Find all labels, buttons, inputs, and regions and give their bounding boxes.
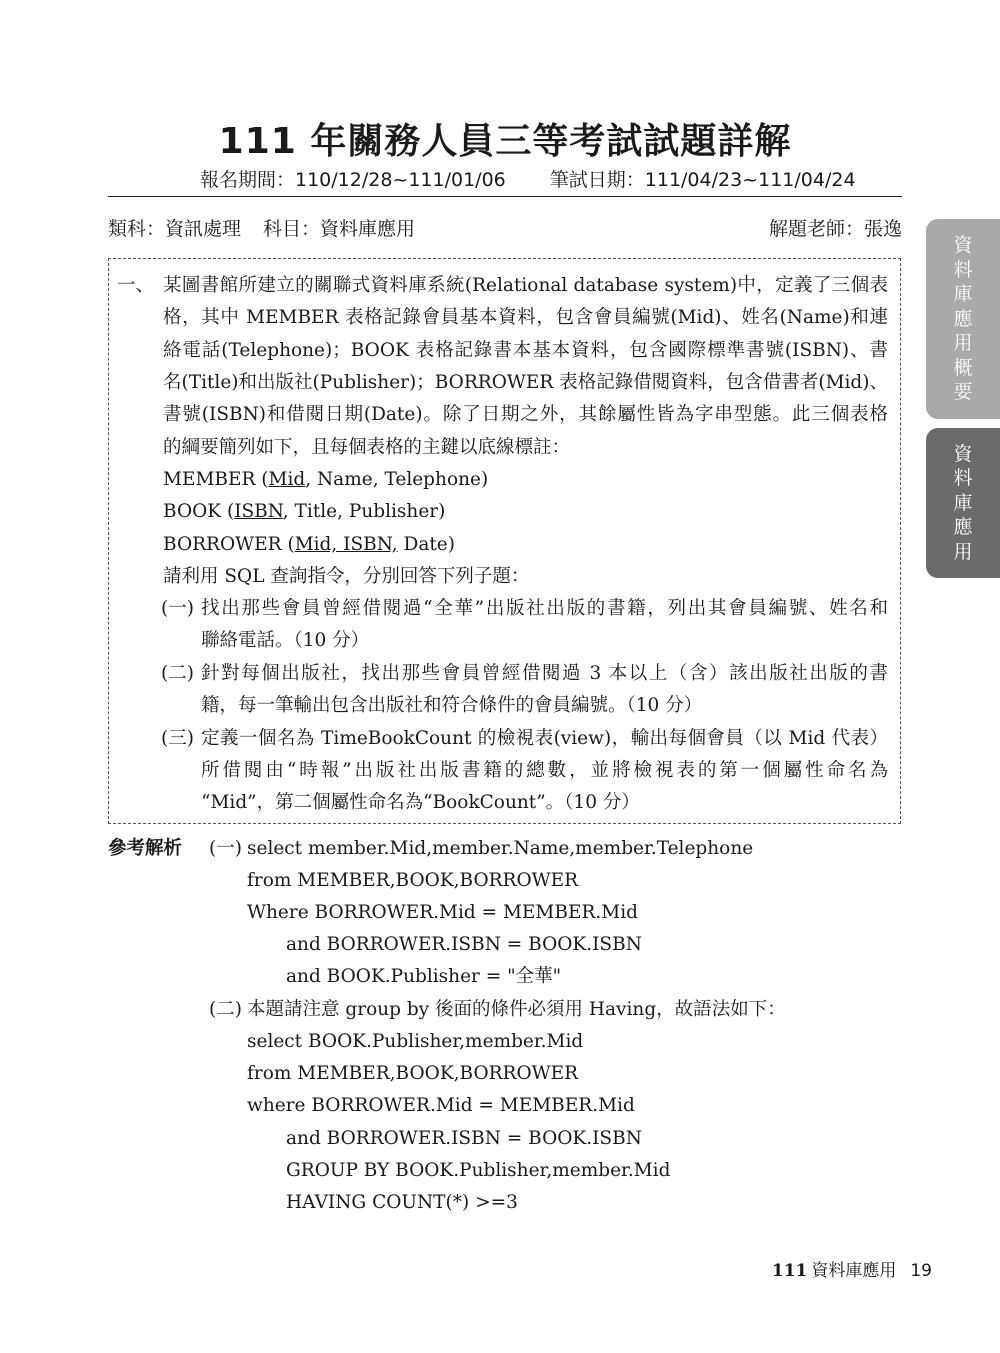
subquestion-number: (三) (161, 728, 194, 749)
sql-line: where BORROWER.Mid = MEMBER.Mid (247, 1095, 635, 1116)
schema-name: BORROWER ( (163, 534, 295, 555)
sql-line: from MEMBER,BOOK,BORROWER (247, 1063, 579, 1084)
sql-line: and BORROWER.ISBN = BOOK.ISBN (286, 934, 642, 955)
subquestion-text: 聯絡電話。（10 分） (201, 630, 370, 651)
sql-line: select member.Mid,member.Name,member.Telephone (247, 838, 754, 859)
schema-attributes: , Name, Telephone) (305, 469, 489, 490)
schema-name: MEMBER ( (163, 469, 269, 490)
answer-note: 本題請注意 group by 後面的條件必須用 Having，故語法如下： (247, 999, 786, 1020)
side-tab-char: 概 (953, 356, 973, 379)
subquestion-text: 針對每個出版社，找出那些會員曾經借閱過 3 本以上（含）該出版社出版的書 (201, 663, 888, 684)
subquestion-text: 找出那些會員曾經借閱過“全華”出版社出版的書籍，列出其會員編號、姓名和 (201, 598, 888, 619)
subquestion-number: (二) (161, 663, 194, 684)
schema-attributes: , Title, Publisher) (282, 501, 446, 522)
exam-date: 筆試日期：111/04/23~111/04/24 (549, 169, 856, 191)
side-tab-char: 用 (953, 332, 973, 355)
sql-line: select BOOK.Publisher,member.Mid (247, 1031, 584, 1052)
schema-primary-key: Mid, ISBN, (294, 534, 398, 555)
schema-borrower (163, 532, 455, 558)
question-text-line: 書號(ISBN)和借閱日期(Date)。除了日期之外，其餘屬性皆為字串型態。此三個表格 (163, 404, 888, 425)
page-title: 111 年關務人員三等考試試題詳解 (218, 121, 792, 162)
answer-part-number: (一) (209, 838, 242, 859)
side-tab-char: 應 (953, 307, 973, 330)
sql-line: from MEMBER,BOOK,BORROWER (247, 870, 579, 891)
side-tab-char: 庫 (953, 491, 973, 514)
side-tab-char: 資 (953, 442, 973, 465)
side-tab-database-application (926, 428, 1000, 578)
question-text-line: 名(Title)和出版社(Publisher)；BORROWER 表格記錄借閱資料，包含借書者(Mid)、 (163, 372, 888, 393)
page-number: 19 (910, 1261, 932, 1281)
exam-meta (108, 214, 415, 241)
subquestion-text: 籍，每一筆輸出包含出版社和符合條件的會員編號。（10 分） (201, 695, 703, 716)
subquestion-text: “Mid”，第二個屬性命名為“BookCount”。（10 分） (201, 792, 640, 813)
subquestion-text: 所借閱由“時報”出版社出版書籍的總數，並將檢視表的第一個屬性命名為 (201, 760, 888, 781)
exam-category: 類科：資訊處理 (108, 218, 242, 240)
page-footer (772, 1256, 932, 1281)
answer-part-number: (二) (209, 999, 242, 1020)
footer-subject: 資料庫應用 (811, 1261, 897, 1281)
schema-member (163, 467, 488, 493)
side-tab-char: 要 (953, 381, 973, 404)
schema-book (163, 499, 445, 525)
exam-subject: 科目：資料庫應用 (263, 218, 416, 240)
header-divider (108, 196, 902, 197)
sql-line: HAVING COUNT(*) >=3 (286, 1192, 518, 1213)
question-text-line: 的綱要簡列如下，且每個表格的主鍵以底線標註： (163, 437, 571, 458)
side-tab-char: 料 (953, 467, 973, 490)
sql-line: Where BORROWER.Mid = MEMBER.Mid (247, 902, 638, 923)
sql-line: GROUP BY BOOK.Publisher,member.Mid (286, 1160, 671, 1181)
side-tab-char: 料 (953, 258, 973, 281)
schema-primary-key: ISBN (234, 501, 283, 522)
question-text-line: 格，其中 MEMBER 表格記錄會員基本資料，包含會員編號(Mid)、姓名(Name)和連 (163, 307, 888, 328)
side-tab-char: 用 (953, 540, 973, 563)
exam-schedule (200, 165, 856, 192)
question-text-line: 某圖書館所建立的關聯式資料庫系統(Relational database system)中，定義了三個表 (163, 275, 888, 296)
side-tab-char: 應 (953, 516, 973, 539)
question-number: 一、 (117, 275, 155, 296)
side-tab-char: 庫 (953, 283, 973, 306)
side-tab-char: 資 (953, 234, 973, 257)
subquestion-number: (一) (161, 598, 194, 619)
sql-line: and BOOK.Publisher = "全華" (286, 966, 562, 987)
footer-year: 111 (771, 1261, 808, 1281)
schema-primary-key: Mid (268, 469, 306, 490)
teacher-credit: 解題老師：張逸 (768, 218, 902, 240)
answer-label: 參考解析 (108, 838, 183, 859)
schema-name: BOOK ( (163, 501, 235, 522)
schema-attributes: Date) (397, 534, 455, 555)
registration-period: 報名期間：110/12/28~111/01/06 (200, 169, 506, 191)
side-tab-database-application-overview (926, 219, 1000, 419)
sql-line: and BORROWER.ISBN = BOOK.ISBN (286, 1128, 642, 1149)
question-instruction: 請利用 SQL 查詢指令，分別回答下列子題： (163, 566, 530, 587)
subquestion-text: 定義一個名為 TimeBookCount 的檢視表(view)，輸出每個會員（以 Mid 代表） (201, 728, 888, 749)
question-text-line: 絡電話(Telephone)；BOOK 表格記錄書本基本資料，包含國際標準書號(ISBN)、書 (163, 340, 888, 361)
